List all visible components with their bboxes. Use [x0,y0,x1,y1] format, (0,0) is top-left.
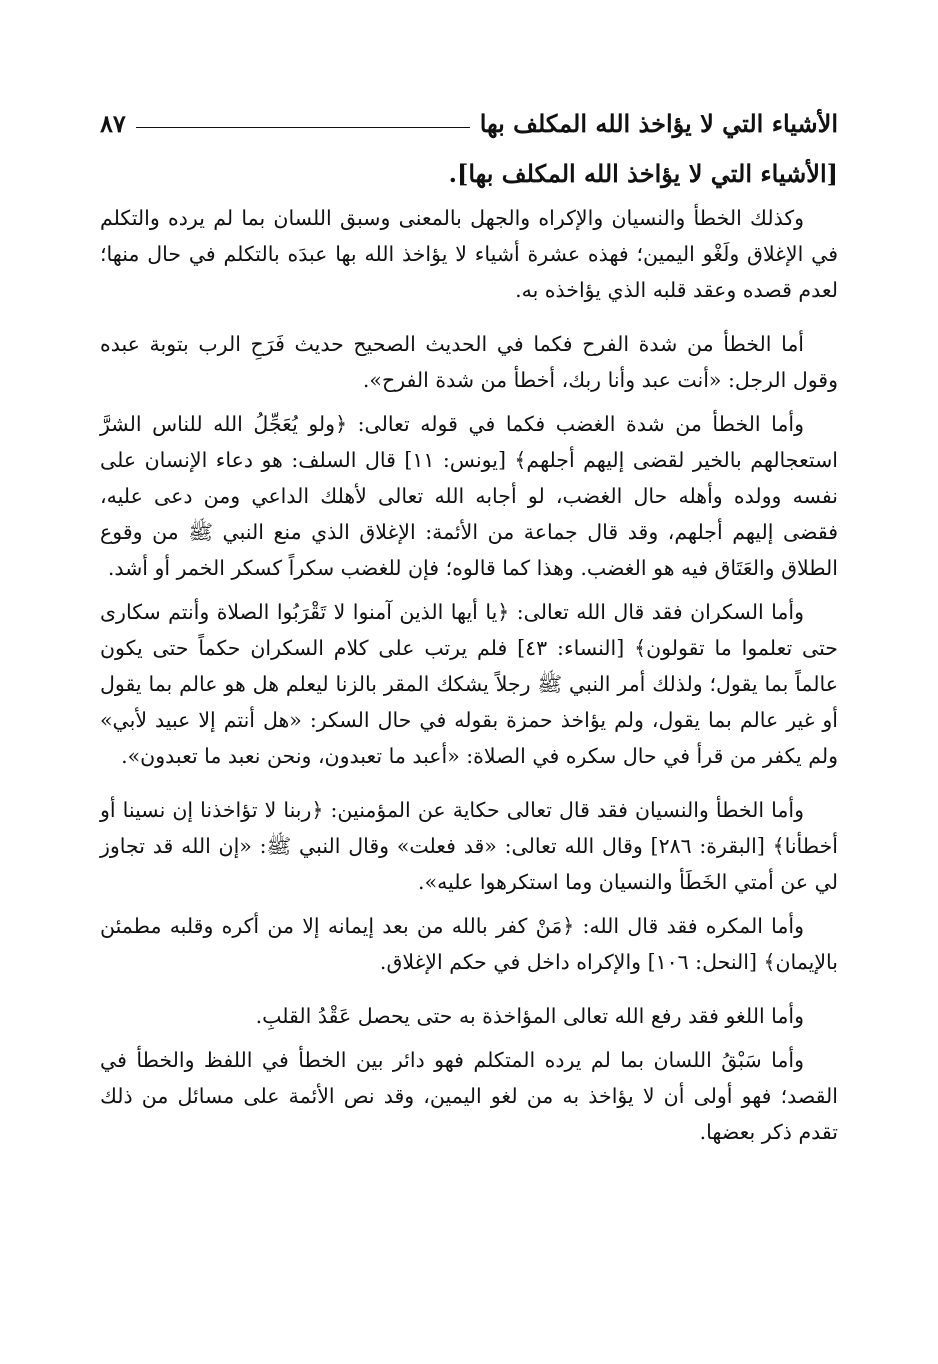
section-heading: [الأشياء التي لا يؤاخذ الله المكلف بها]. [448,159,838,188]
paragraph-coerced: وأما المكره فقد قال الله: ﴿مَنْ كفر بالله من بعد إيمانه إلا من أكره وقلبه مطمئن بالإيمان﴾ [النحل: ١٠٦] والإكراه داخل في حكم الإغلاق. [100,914,838,974]
paragraph-intoxicated: وأما السكران فقد قال الله تعالى: ﴿يا أيها الذين آمنوا لا تَقْرَبُوا الصلاة وأنتم سكارى حتى تعلموا ما تقولون﴾ [النساء: ٤٣] فلم يرتب على كلام السكران حكماً حتى يكون عالماً بما يقول؛ ولذلك أمر النبي ﷺ رجلاً يشكك المقر بالزنا ليعلم هل هو عالم بما يقول أو غير عالم بما يقول، ولم يؤاخذ حمزة بقوله في حال السكر: «هل أنتم إلا عبيد لأبي» ولم يكفر من قرأ في حال سكره في الصلاة: «أعبد ما تعبدون، ونحن نعبد ما تعبدون». [100,600,838,768]
paragraph-intro: وكذلك الخطأ والنسيان والإكراه والجهل بالمعنى وسبق اللسان بما لم يرده والتكلم في الإغلاق ولَغْو اليمين؛ فهذه عشرة أشياء لا يؤاخذ الله بها عبدَه بالتكلم في حال منها؛ لعدم قصده وعقد قلبه الذي يؤاخذه به. [100,206,838,302]
paragraph-idle-oath: وأما اللغو فقد رفع الله تعالى المؤاخذة به حتى يحصل عَقْدُ القلبِ. [255,1004,804,1028]
book-page [100,96,838,1296]
header-rule [136,127,470,128]
paragraph-joy-error: أما الخطأ من شدة الفرح فكما في الحديث الصحيح حديث فَرَحِ الرب بتوبة عبده وقول الرجل: «أنت عبد وأنا ربك، أخطأ من شدة الفرح». [100,332,838,392]
running-header [100,96,838,138]
paragraph-slip-of-tongue: وأما سَبْقُ اللسان بما لم يرده المتكلم فهو دائر بين الخطأ في اللفظ والخطأ في القصد؛ فهو أولى أن لا يؤاخذ به من لغو اليمين، وقد نص الأئمة على مسائل من ذلك تقدم ذكر بعضها. [100,1048,838,1144]
running-title: الأشياء التي لا يؤاخذ الله المكلف بها [479,109,838,138]
page-number: ٨٧ [100,109,126,138]
paragraph-anger-error: وأما الخطأ من شدة الغضب فكما في قوله تعالى: ﴿ولو يُعَجِّلُ الله للناس الشرَّ استعجالهم بالخير لقضى إليهم أجلهم﴾ [يونس: ١١] قال السلف: هو دعاء الإنسان على نفسه وولده وأهله حال الغضب، لو أجابه الله تعالى لأهلك الداعي ومن دعى عليه، فقضى إليهم أجلهم، وقد قال جماعة من الأئمة: الإغلاق الذي منع النبي ﷺ من وقوع الطلاق والعَتَاق فيه هو الغضب. وهذا كما قالوه؛ فإن للغضب سكراً كسكر الخمر أو أشد. [100,412,838,580]
paragraph-mistake-forgetting: وأما الخطأ والنسيان فقد قال تعالى حكاية عن المؤمنين: ﴿ربنا لا تؤاخذنا إن نسينا أو أخطأنا﴾ [البقرة: ٢٨٦] وقال الله تعالى: «قد فعلت» وقال النبي ﷺ: «إن الله قد تجاوز لي عن أمتي الخَطَأ والنسيان وما استكرهوا عليه». [100,798,838,894]
